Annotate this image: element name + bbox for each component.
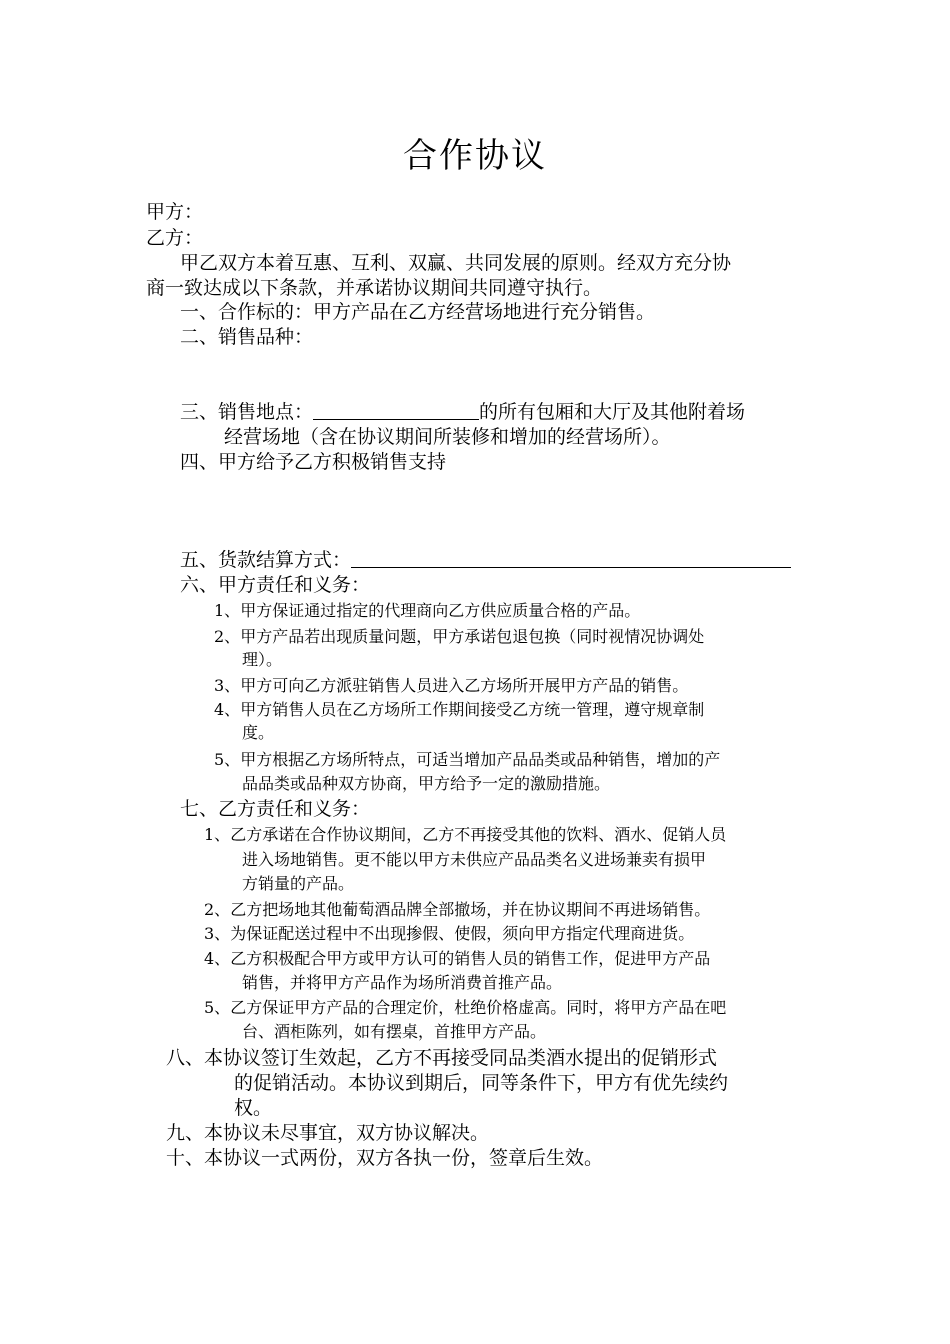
item-number: 3、	[214, 676, 241, 695]
clause-7-item-4	[204, 949, 710, 968]
item-number: 5、	[214, 750, 241, 769]
item-text: 为保证配送过程中不出现掺假、使假，须向甲方指定代理商进货。	[230, 924, 695, 943]
location-blank	[313, 401, 479, 420]
item-text: 甲方销售人员在乙方场所工作期间接受乙方统一管理，遵守规章制	[240, 700, 705, 719]
clause-7-item-3	[204, 924, 694, 943]
clause-3-suffix: 的所有包厢和大厅及其他附着场	[479, 401, 746, 423]
intro-line-2: 商一致达成以下条款，并承诺协议期间共同遵守执行。	[146, 277, 603, 299]
clause-7-item-5	[204, 998, 726, 1017]
clause-7-item-4-cont: 销售，并将甲方产品作为场所消费首推产品。	[242, 973, 563, 992]
item-text: 甲方保证通过指定的代理商向乙方供应质量合格的产品。	[240, 601, 641, 620]
item-text: 甲方根据乙方场所特点，可适当增加产品品类或品种销售，增加的产	[240, 750, 721, 769]
clause-7-item-1-cont-2: 方销量的产品。	[242, 874, 355, 893]
clause-6-item-5	[214, 750, 720, 769]
clause-9: 九、本协议未尽事宜，双方协议解决。	[166, 1122, 490, 1144]
item-number: 1、	[204, 825, 231, 844]
clause-1: 一、合作标的：甲方产品在乙方经营场地进行充分销售。	[180, 301, 656, 323]
clause-7-item-5-cont: 台、酒柜陈列，如有摆桌，首推甲方产品。	[242, 1022, 547, 1041]
item-number: 2、	[214, 627, 241, 646]
item-number: 1、	[214, 601, 241, 620]
item-number: 4、	[214, 700, 241, 719]
item-number: 3、	[204, 924, 231, 943]
clause-6-item-2-cont: 理）。	[242, 650, 283, 669]
item-number: 4、	[204, 949, 231, 968]
clause-6-item-4-cont: 度。	[242, 723, 275, 742]
clause-6-item-5-cont: 品品类或品种双方协商，甲方给予一定的激励措施。	[242, 774, 611, 793]
clause-7-item-1	[204, 825, 726, 844]
clause-5-line	[180, 549, 791, 572]
payment-blank	[351, 549, 791, 568]
item-text: 乙方保证甲方产品的合理定价，杜绝价格虚高。同时，将甲方产品在吧	[230, 998, 727, 1017]
clause-7-item-1-cont-1: 进入场地销售。更不能以甲方未供应产品品类名义进场兼卖有损甲	[242, 850, 707, 869]
item-text: 甲方产品若出现质量问题，甲方承诺包退包换（同时视情况协调处	[240, 627, 705, 646]
clause-4: 四、甲方给予乙方积极销售支持	[180, 451, 447, 473]
clause-6-item-3	[214, 676, 688, 695]
clause-3-line-1	[180, 401, 745, 424]
clause-10: 十、本协议一式两份，双方各执一份，签章后生效。	[166, 1147, 604, 1169]
clause-2: 二、销售品种：	[180, 326, 314, 348]
clause-8-line-2: 的促销活动。本协议到期后，同等条件下，甲方有优先续约	[234, 1072, 729, 1094]
party-a-label: 甲方：	[146, 201, 204, 223]
item-text: 乙方承诺在合作协议期间，乙方不再接受其他的饮料、酒水、促销人员	[230, 825, 727, 844]
item-text: 甲方可向乙方派驻销售人员进入乙方场所开展甲方产品的销售。	[240, 676, 689, 695]
clause-6-item-4	[214, 700, 704, 719]
clause-7-heading: 七、乙方责任和义务：	[180, 798, 371, 820]
clause-8-line-3: 权。	[234, 1097, 273, 1119]
party-b-label: 乙方：	[146, 227, 204, 249]
item-number: 2、	[204, 900, 231, 919]
item-text: 乙方积极配合甲方或甲方认可的销售人员的销售工作，促进甲方产品	[230, 949, 711, 968]
clause-8-line-1: 八、本协议签订生效起，乙方不再接受同品类酒水提出的促销形式	[166, 1047, 718, 1069]
clause-6-item-2	[214, 627, 704, 646]
clause-5-label: 五、货款结算方式：	[180, 549, 352, 571]
clause-3-line-2: 经营场地（含在协议期间所装修和增加的经营场所）。	[224, 426, 671, 448]
clause-6-item-1	[214, 601, 640, 620]
clause-3-prefix: 三、销售地点：	[180, 401, 314, 423]
clause-6-heading: 六、甲方责任和义务：	[180, 574, 371, 596]
intro-line-1: 甲乙双方本着互惠、互利、双赢、共同发展的原则。经双方充分协	[180, 252, 732, 274]
document-title: 合作协议	[403, 136, 547, 176]
item-number: 5、	[204, 998, 231, 1017]
item-text: 乙方把场地其他葡萄酒品牌全部撤场，并在协议期间不再进场销售。	[230, 900, 711, 919]
clause-7-item-2	[204, 900, 710, 919]
